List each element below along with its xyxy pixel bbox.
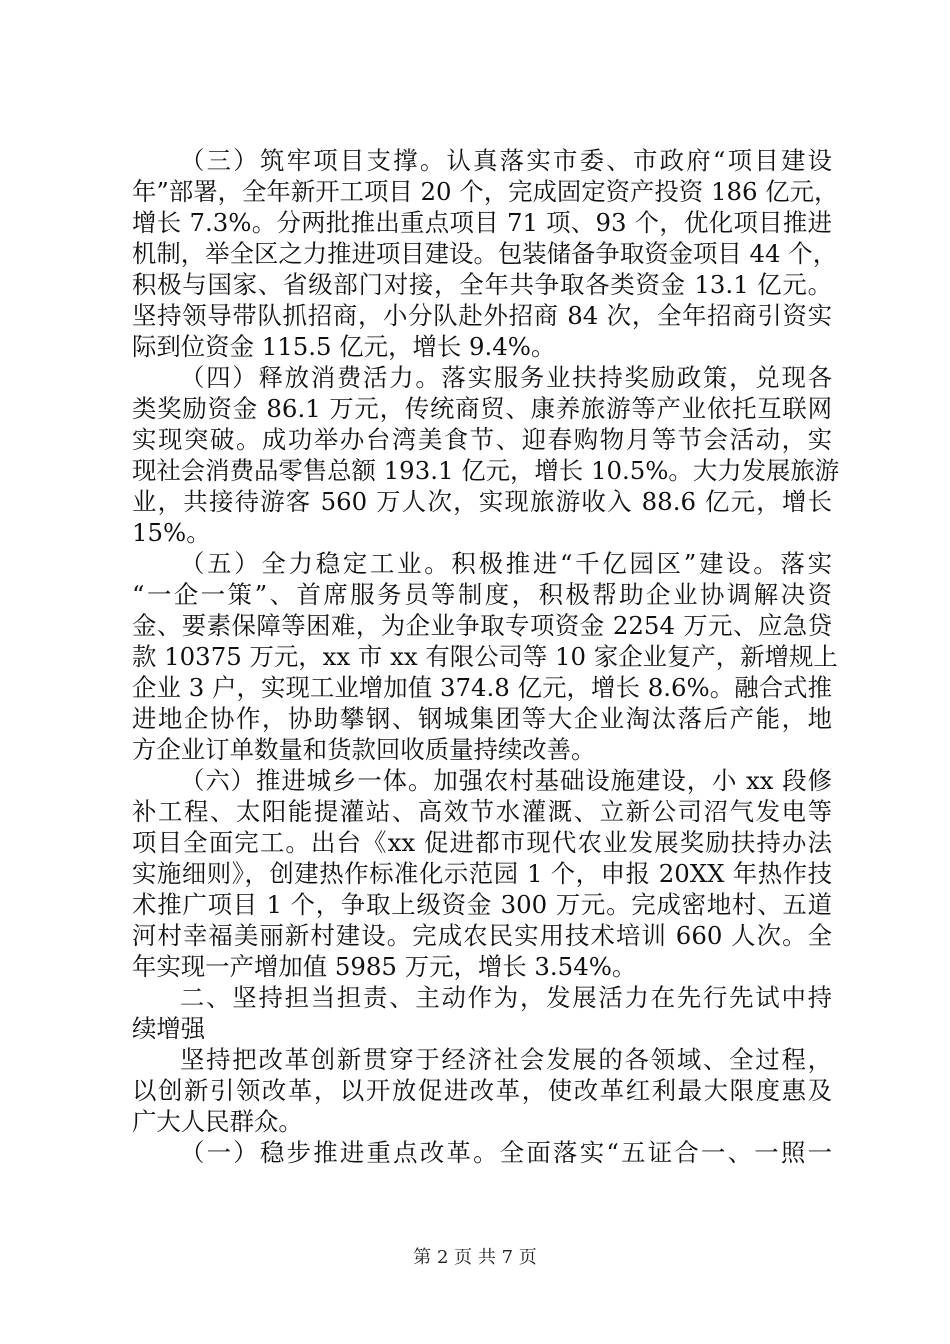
text-line: 款 10375 万元，xx 市 xx 有限公司等 10 家企业复产，新增规上	[132, 642, 838, 671]
text-line: 现社会消费品零售总额 193.1 亿元，增长 10.5%。大力发展旅游	[132, 456, 840, 485]
text-line: 坚持把改革创新贯穿于经济社会发展的各领域、全过程，	[180, 1045, 832, 1074]
text-line: 河村幸福美丽新村建设。完成农民实用技术培训 660 人次。全	[132, 921, 832, 950]
text-line: （四）释放消费活力。落实服务业扶持奖励政策，兑现各	[180, 363, 832, 392]
section-heading: 二、坚持担当担责、主动作为，发展活力在先行先试中持	[180, 983, 832, 1012]
section-heading-continued: 续增强	[132, 1014, 206, 1043]
text-line: 类奖励资金 86.1 万元，传统商贸、康养旅游等产业依托互联网	[132, 394, 832, 423]
text-line: “一企一策”、首席服务员等制度，积极帮助企业协调解决资	[132, 580, 832, 609]
text-line: 际到位资金 115.5 亿元，增长 9.4%。	[132, 332, 556, 361]
text-line: 业，共接待游客 560 万人次，实现旅游收入 88.6 亿元，增长	[132, 487, 832, 516]
text-line: 实现突破。成功举办台湾美食节、迎春购物月等节会活动，实	[132, 425, 832, 454]
text-line: （一）稳步推进重点改革。全面落实“五证合一、一照一	[180, 1138, 832, 1167]
text-line: 年实现一产增加值 5985 万元，增长 3.54%。	[132, 952, 637, 981]
text-line: 金、要素保障等困难，为企业争取专项资金 2254 万元、应急贷	[132, 611, 832, 640]
text-line: 15%。	[132, 518, 211, 547]
text-line: 机制，举全区之力推进项目建设。包装储备争取资金项目 44 个，	[132, 239, 838, 268]
text-line: 方企业订单数量和货款回收质量持续改善。	[132, 735, 596, 764]
text-line: 积极与国家、省级部门对接，全年共争取各类资金 13.1 亿元。	[132, 270, 832, 299]
text-line: 项目全面完工。出台《xx 促进都市现代农业发展奖励扶持办法	[132, 828, 832, 857]
text-line: 年”部署，全年新开工项目 20 个，完成固定资产投资 186 亿元，	[132, 177, 839, 206]
text-line: （五）全力稳定工业。积极推进“千亿园区”建设。落实	[180, 549, 832, 578]
text-line: 坚持领导带队抓招商，小分队赴外招商 84 次，全年招商引资实	[132, 301, 832, 330]
text-line: 补工程、太阳能提灌站、高效节水灌溉、立新公司沼气发电等	[132, 797, 832, 826]
text-line: （六）推进城乡一体。加强农村基础设施建设，小 xx 段修	[180, 766, 832, 795]
text-line: 进地企协作，协助攀钢、钢城集团等大企业淘汰落后产能，地	[132, 704, 832, 733]
document-body	[132, 145, 840, 1168]
text-line: 广大人民群众。	[132, 1107, 303, 1136]
text-line: （三）筑牢项目支撑。认真落实市委、市政府“项目建设	[180, 146, 832, 175]
text-line: 增长 7.3%。分两批推出重点项目 71 项、93 个，优化项目推进	[132, 208, 832, 237]
text-line: 企业 3 户，实现工业增加值 374.8 亿元，增长 8.6%。融合式推	[132, 673, 832, 702]
page-number-footer: 第 2 页 共 7 页	[413, 1247, 537, 1268]
text-line: 术推广项目 1 个，争取上级资金 300 万元。完成密地村、五道	[132, 890, 832, 919]
text-line: 实施细则》，创建热作标准化示范园 1 个，申报 20XX 年热作技	[132, 859, 832, 888]
text-line: 以创新引领改革，以开放促进改革，使改革红利最大限度惠及	[132, 1076, 832, 1105]
